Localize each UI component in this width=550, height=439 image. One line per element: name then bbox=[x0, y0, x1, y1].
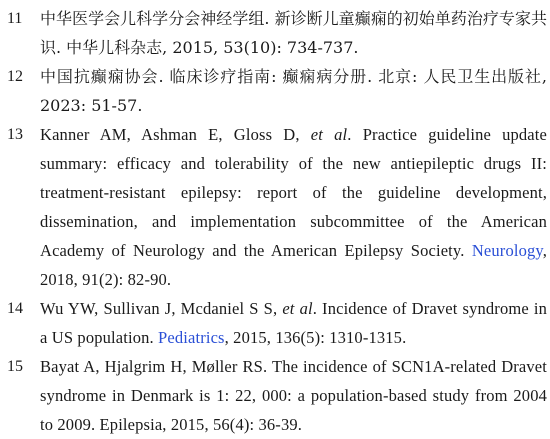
reference-text bbox=[40, 120, 547, 294]
reference-authors: Kanner AM, Ashman E, Gloss D, bbox=[40, 125, 311, 144]
reference-item-11 bbox=[7, 4, 547, 62]
reference-et-al: et al bbox=[310, 125, 348, 144]
reference-item-12 bbox=[7, 62, 547, 120]
reference-number: 14 bbox=[7, 300, 23, 317]
reference-item-13 bbox=[7, 120, 547, 294]
reference-title: . Practice guideline update summary: efficacy and tolerability of the new antiepileptic drugs II: treatment-resistant epilepsy: report of the guideline development, dissemination, and implementation subcommittee of the American Academy of Neurology and the American Epilepsy Society. bbox=[40, 125, 547, 260]
reference-item-14 bbox=[7, 294, 547, 352]
reference-text: Bayat A, Hjalgrim H, Møller RS. The incidence of SCN1A-related Dravet syndrome in Denmark is 1: 22, 000: a population-based study from 2004 to 2009. Epilepsia, 2015, 56(4): 36-39. bbox=[40, 357, 547, 434]
reference-text: 中华医学会儿科学分会神经学组. 新诊断儿童癫痫的初始单药治疗专家共识. 中华儿科杂志, 2015, 53(10): 734-737. bbox=[40, 9, 547, 57]
reference-number: 12 bbox=[7, 68, 23, 85]
reference-citation: , 2015, 136(5): 1310-1315. bbox=[224, 328, 407, 347]
reference-et-al: et al bbox=[282, 299, 313, 318]
reference-title: . Incidence of Dravet syndrome in a US population. bbox=[40, 299, 548, 347]
reference-number: 13 bbox=[7, 126, 23, 143]
reference-number: 11 bbox=[7, 10, 23, 27]
reference-citation: , 2018, 91(2): 82-90. bbox=[40, 241, 547, 289]
reference-number: 15 bbox=[7, 358, 23, 375]
reference-authors: Wu YW, Sullivan J, Mcdaniel S S, bbox=[40, 299, 283, 318]
reference-text bbox=[40, 294, 547, 352]
reference-list bbox=[7, 4, 547, 439]
journal-link-neurology[interactable]: Neurology bbox=[471, 241, 543, 260]
journal-link-pediatrics[interactable]: Pediatrics bbox=[158, 328, 225, 347]
reference-text: 中国抗癫痫协会. 临床诊疗指南: 癫痫病分册. 北京: 人民卫生出版社, 2023: 51-57. bbox=[40, 67, 547, 115]
